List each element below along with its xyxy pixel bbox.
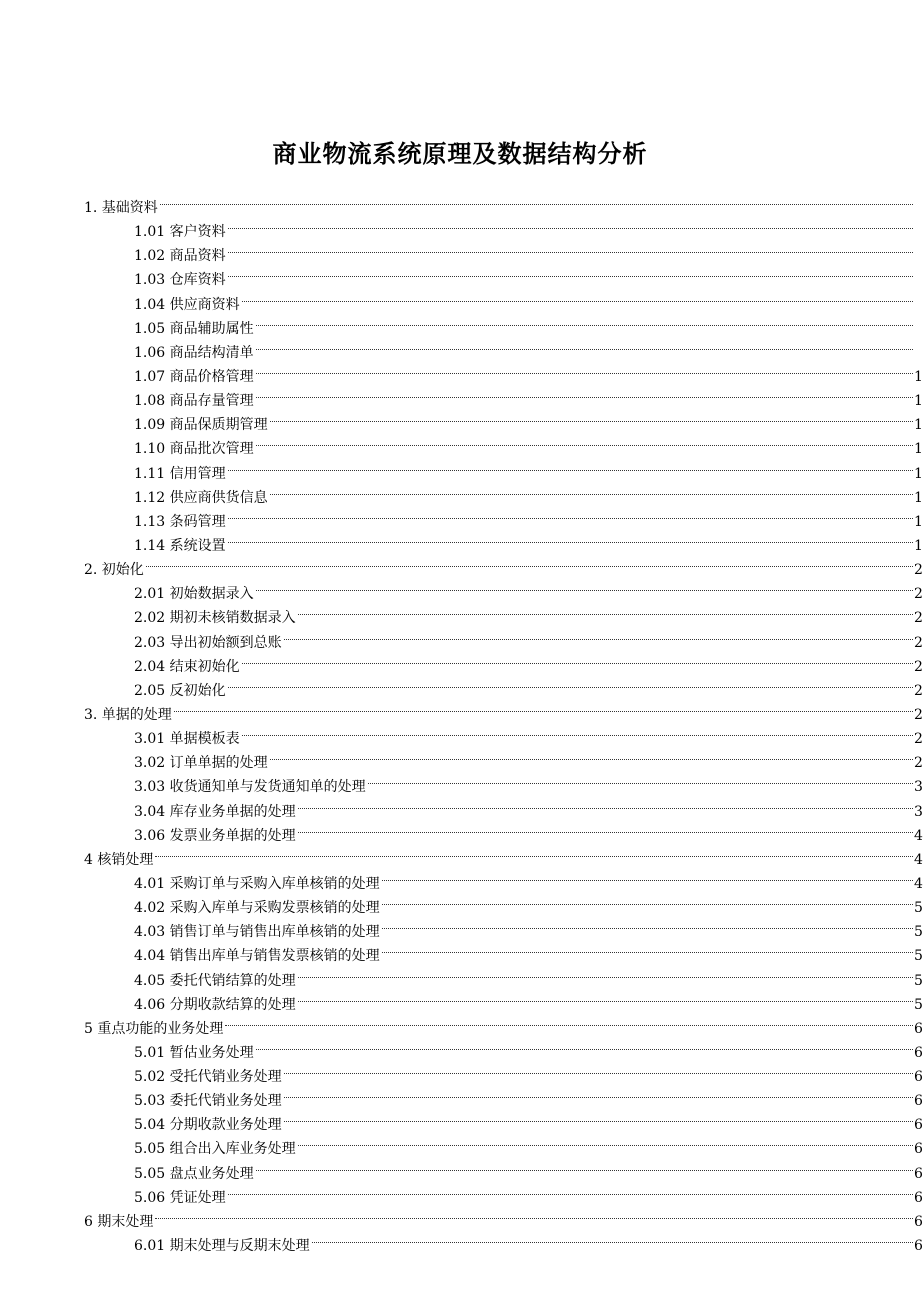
- toc-page-number: 2: [914, 706, 923, 723]
- toc-section-entry[interactable]: [0, 695, 923, 723]
- toc-dot-leader: [228, 502, 913, 526]
- toc-subsection-entry[interactable]: [0, 526, 923, 554]
- toc-dot-leader: [298, 985, 913, 1009]
- toc-subsection-entry[interactable]: [0, 309, 920, 337]
- toc-dot-leader: [256, 574, 913, 598]
- toc-page-number: 6: [914, 1069, 923, 1086]
- toc-dot-leader: [256, 429, 913, 453]
- toc-dot-leader: [242, 647, 913, 671]
- toc-dot-leader: [368, 767, 913, 791]
- toc-page-number: 6: [914, 1020, 923, 1037]
- toc-subsection-entry[interactable]: [0, 864, 923, 892]
- toc-subsection-entry[interactable]: [0, 381, 923, 410]
- toc-subsection-entry[interactable]: [0, 816, 923, 844]
- toc-dot-leader: [242, 719, 913, 743]
- toc-subsection-entry[interactable]: [0, 985, 923, 1013]
- toc-page-number: 6: [914, 1044, 923, 1061]
- toc-dot-leader: [256, 333, 913, 357]
- toc-entry-label: 1.02 商品资料: [134, 248, 226, 265]
- toc-entry-label: 5.04 分期收款业务处理: [134, 1117, 282, 1134]
- toc-entry-label: 1.13 条码管理: [134, 513, 226, 530]
- toc-subsection-entry[interactable]: [0, 1129, 923, 1158]
- toc-entry-label: 4.04 销售出库单与销售发票核销的处理: [134, 948, 380, 965]
- toc-entry-label: 4.06 分期收款结算的处理: [134, 996, 296, 1013]
- toc-section-entry[interactable]: [0, 188, 920, 216]
- toc-dot-leader: [228, 671, 913, 695]
- toc-subsection-entry[interactable]: [0, 1226, 923, 1255]
- toc-dot-leader: [298, 961, 913, 985]
- toc-subsection-entry[interactable]: [0, 285, 920, 313]
- toc-entry-label: 1.14 系统设置: [134, 537, 226, 554]
- toc-subsection-entry[interactable]: [0, 767, 923, 796]
- toc-entry-label: 1.10 商品批次管理: [134, 441, 254, 458]
- toc-subsection-entry[interactable]: [0, 1033, 923, 1061]
- toc-subsection-entry[interactable]: [0, 912, 923, 941]
- toc-entry-label: 3.02 订单单据的处理: [134, 755, 268, 772]
- toc-dot-leader: [382, 888, 913, 912]
- toc-dot-leader: [270, 743, 913, 767]
- toc-subsection-entry[interactable]: [0, 212, 920, 241]
- toc-subsection-entry[interactable]: [0, 1154, 923, 1182]
- toc-dot-leader: [256, 357, 913, 381]
- toc-page-number: 1: [914, 537, 923, 554]
- toc-page-number: 4: [914, 875, 923, 892]
- toc-page-number: 3: [914, 779, 923, 796]
- toc-dot-leader: [242, 285, 913, 309]
- toc-page-number: 5: [914, 972, 923, 989]
- toc-dot-leader: [228, 260, 913, 284]
- toc-entry-label: 4.02 采购入库单与采购发票核销的处理: [134, 900, 380, 917]
- toc-dot-leader: [382, 912, 913, 936]
- toc-entry-label: 3.01 单据模板表: [134, 731, 240, 748]
- toc-entry-label: 1.05 商品辅助属性: [134, 320, 254, 337]
- toc-page-number: 2: [914, 610, 923, 627]
- toc-subsection-entry[interactable]: [0, 1057, 923, 1086]
- toc-subsection-entry[interactable]: [0, 623, 923, 651]
- toc-page-number: 5: [914, 924, 923, 941]
- toc-dot-leader: [228, 1178, 913, 1202]
- toc-subsection-entry[interactable]: [0, 792, 923, 820]
- toc-subsection-entry[interactable]: [0, 333, 920, 361]
- toc-dot-leader: [228, 454, 913, 478]
- toc-subsection-entry[interactable]: [0, 961, 923, 989]
- toc-entry-label: 2.03 导出初始额到总账: [134, 634, 282, 651]
- toc-page-number: 2: [914, 755, 923, 772]
- toc-subsection-entry[interactable]: [0, 647, 923, 675]
- toc-section-entry[interactable]: [0, 1202, 923, 1230]
- toc-page-number: 1: [914, 417, 923, 434]
- toc-dot-leader: [146, 550, 913, 574]
- toc-entry-label: 1.03 仓库资料: [134, 272, 226, 289]
- toc-dot-leader: [284, 623, 913, 647]
- document-title: 商业物流系统原理及数据结构分析: [272, 139, 648, 168]
- toc-page-number: 1: [914, 513, 923, 530]
- toc-page-number: 3: [914, 803, 923, 820]
- toc-subsection-entry[interactable]: [0, 502, 923, 530]
- toc-page-number: 5: [914, 996, 923, 1013]
- toc-dot-leader: [256, 1033, 913, 1057]
- toc-dot-leader: [270, 405, 913, 429]
- toc-entry-label: 3.06 发票业务单据的处理: [134, 827, 296, 844]
- toc-entry-label: 5 重点功能的业务处理: [84, 1020, 224, 1037]
- toc-page-number: 6: [914, 1141, 923, 1158]
- toc-entry-label: 2.01 初始数据录入: [134, 586, 254, 603]
- toc-entry-label: 1.01 客户资料: [134, 224, 226, 241]
- toc-subsection-entry[interactable]: [0, 429, 923, 458]
- toc-entry-label: 1.08 商品存量管理: [134, 393, 254, 410]
- toc-dot-leader: [256, 1154, 913, 1178]
- table-of-contents: [0, 188, 923, 1255]
- toc-entry-label: 1.07 商品价格管理: [134, 368, 254, 385]
- toc-entry-label: 1.11 信用管理: [134, 465, 226, 482]
- toc-dot-leader: [174, 695, 913, 719]
- toc-dot-leader: [298, 1129, 913, 1153]
- toc-entry-label: 4.05 委托代销结算的处理: [134, 972, 296, 989]
- toc-entry-label: 4 核销处理: [84, 851, 154, 868]
- toc-entry-label: 1.09 商品保质期管理: [134, 417, 268, 434]
- toc-subsection-entry[interactable]: [0, 260, 920, 289]
- toc-page-number: 2: [914, 658, 923, 675]
- toc-page-number: 6: [914, 1238, 923, 1255]
- toc-subsection-entry[interactable]: [0, 598, 923, 627]
- toc-dot-leader: [228, 212, 913, 236]
- toc-page-number: 6: [914, 1093, 923, 1110]
- toc-dot-leader: [270, 478, 913, 502]
- toc-page-number: 5: [914, 900, 923, 917]
- toc-entry-label: 1.06 商品结构清单: [134, 344, 254, 361]
- toc-entry-label: 6 期末处理: [84, 1213, 154, 1230]
- toc-dot-leader: [160, 188, 913, 212]
- toc-page-number: 1: [914, 368, 923, 385]
- toc-subsection-entry[interactable]: [0, 236, 920, 265]
- toc-entry-label: 1.12 供应商供货信息: [134, 489, 268, 506]
- toc-dot-leader: [155, 840, 913, 864]
- toc-page-number: 6: [914, 1165, 923, 1182]
- toc-entry-label: 2. 初始化: [84, 562, 144, 579]
- toc-page-number: 5: [914, 948, 923, 965]
- toc-entry-label: 1.04 供应商资料: [134, 296, 240, 313]
- toc-page-number: 2: [914, 731, 923, 748]
- toc-dot-leader: [298, 792, 913, 816]
- toc-entry-label: 5.01 暂估业务处理: [134, 1044, 254, 1061]
- toc-entry-label: 5.05 盘点业务处理: [134, 1165, 254, 1182]
- toc-entry-label: 3.03 收货通知单与发货通知单的处理: [134, 779, 366, 796]
- toc-subsection-entry[interactable]: [0, 478, 923, 506]
- toc-dot-leader: [225, 1009, 913, 1033]
- toc-dot-leader: [298, 598, 913, 622]
- toc-section-entry[interactable]: [0, 550, 923, 579]
- toc-entry-label: 5.02 受托代销业务处理: [134, 1069, 282, 1086]
- toc-page-number: 6: [914, 1189, 923, 1206]
- toc-page-number: 2: [914, 634, 923, 651]
- toc-entry-label: 1. 基础资料: [84, 200, 158, 216]
- toc-page-number: 6: [914, 1117, 923, 1134]
- toc-subsection-entry[interactable]: [0, 454, 923, 482]
- toc-page-number: 1: [914, 489, 923, 506]
- toc-page-number: 1: [914, 393, 923, 410]
- toc-subsection-entry[interactable]: [0, 743, 923, 772]
- toc-page-number: 2: [914, 562, 923, 579]
- toc-dot-leader: [382, 864, 913, 888]
- toc-page-number: 2: [914, 586, 923, 603]
- toc-dot-leader: [284, 1105, 913, 1129]
- toc-entry-label: 4.03 销售订单与销售出库单核销的处理: [134, 924, 380, 941]
- toc-entry-label: 3. 单据的处理: [84, 706, 172, 723]
- toc-entry-label: 3.04 库存业务单据的处理: [134, 803, 296, 820]
- toc-subsection-entry[interactable]: [0, 719, 923, 748]
- toc-subsection-entry[interactable]: [0, 1178, 923, 1206]
- toc-page-number: 2: [914, 682, 923, 699]
- toc-dot-leader: [155, 1202, 913, 1226]
- toc-subsection-entry[interactable]: [0, 574, 923, 603]
- toc-subsection-entry[interactable]: [0, 1105, 923, 1134]
- toc-entry-label: 5.05 组合出入库业务处理: [134, 1141, 296, 1158]
- toc-dot-leader: [312, 1226, 913, 1250]
- toc-page-number: 4: [914, 851, 923, 868]
- toc-entry-label: 4.01 采购订单与采购入库单核销的处理: [134, 875, 380, 892]
- toc-entry-label: 5.03 委托代销业务处理: [134, 1093, 282, 1110]
- toc-page-number: 1: [914, 465, 923, 482]
- toc-dot-leader: [228, 236, 913, 260]
- toc-entry-label: 2.02 期初未核销数据录入: [134, 610, 296, 627]
- toc-subsection-entry[interactable]: [0, 936, 923, 965]
- toc-dot-leader: [256, 309, 913, 333]
- toc-dot-leader: [382, 936, 913, 960]
- toc-page-number: 1: [914, 441, 923, 458]
- toc-dot-leader: [284, 1081, 913, 1105]
- toc-subsection-entry[interactable]: [0, 357, 923, 385]
- toc-page-number: 4: [914, 827, 923, 844]
- toc-entry-label: 6.01 期末处理与反期末处理: [134, 1238, 310, 1255]
- toc-dot-leader: [284, 1057, 913, 1081]
- toc-entry-label: 2.04 结束初始化: [134, 658, 240, 675]
- toc-dot-leader: [256, 381, 913, 405]
- toc-entry-label: 5.06 凭证处理: [134, 1189, 226, 1206]
- toc-section-entry[interactable]: [0, 1009, 923, 1037]
- toc-subsection-entry[interactable]: [0, 888, 923, 917]
- toc-entry-label: 2.05 反初始化: [134, 682, 226, 699]
- toc-subsection-entry[interactable]: [0, 671, 923, 699]
- toc-dot-leader: [298, 816, 913, 840]
- toc-page-number: 6: [914, 1213, 923, 1230]
- toc-section-entry[interactable]: [0, 840, 923, 868]
- toc-subsection-entry[interactable]: [0, 405, 923, 434]
- toc-subsection-entry[interactable]: [0, 1081, 923, 1110]
- toc-dot-leader: [228, 526, 913, 550]
